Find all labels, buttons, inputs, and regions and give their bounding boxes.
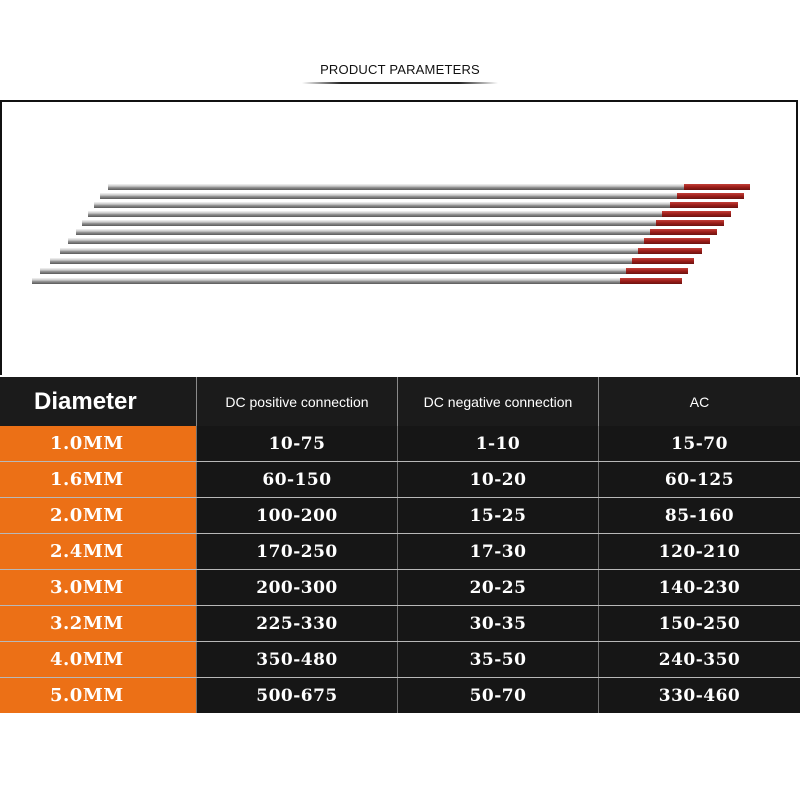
row-divider xyxy=(0,605,800,606)
ac-cell: 120-210 xyxy=(598,534,800,569)
diameter-cell: 1.6MM xyxy=(0,462,196,497)
diameter-cell: 3.2MM xyxy=(0,606,196,641)
header-dc-negative: DC negative connection xyxy=(397,377,598,426)
rod-red-tip xyxy=(638,248,702,254)
table-row xyxy=(0,534,800,569)
title-underline xyxy=(302,82,498,84)
diameter-cell: 3.0MM xyxy=(0,570,196,605)
page-title: PRODUCT PARAMETERS xyxy=(320,62,480,77)
dc-positive-cell: 100-200 xyxy=(196,498,397,533)
dc-positive-cell: 350-480 xyxy=(196,642,397,677)
ac-cell: 150-250 xyxy=(598,606,800,641)
rod-body xyxy=(82,220,656,226)
diameter-cell: 5.0MM xyxy=(0,678,196,713)
table-header-row xyxy=(0,377,800,426)
diameter-cell: 2.0MM xyxy=(0,498,196,533)
rod-body xyxy=(76,229,650,235)
table-row xyxy=(0,642,800,677)
header-ac: AC xyxy=(598,377,800,426)
table-row xyxy=(0,570,800,605)
table-row xyxy=(0,426,800,461)
ac-cell: 140-230 xyxy=(598,570,800,605)
rod-body xyxy=(40,268,626,274)
ac-cell: 15-70 xyxy=(598,426,800,461)
rod-red-tip xyxy=(670,202,738,208)
table-row xyxy=(0,462,800,497)
dc-negative-cell: 10-20 xyxy=(397,462,598,497)
rod-red-tip xyxy=(662,211,731,217)
dc-negative-cell: 17-30 xyxy=(397,534,598,569)
row-divider xyxy=(0,533,800,534)
row-divider xyxy=(0,461,800,462)
rod-body xyxy=(94,202,670,208)
dc-positive-cell: 225-330 xyxy=(196,606,397,641)
dc-negative-cell: 20-25 xyxy=(397,570,598,605)
tungsten-rods xyxy=(32,184,750,284)
dc-positive-cell: 500-675 xyxy=(196,678,397,713)
dc-negative-cell: 15-25 xyxy=(397,498,598,533)
dc-positive-cell: 170-250 xyxy=(196,534,397,569)
row-divider xyxy=(0,569,800,570)
rod-body xyxy=(88,211,662,217)
dc-positive-cell: 200-300 xyxy=(196,570,397,605)
ac-cell: 240-350 xyxy=(598,642,800,677)
rod-red-tip xyxy=(677,193,744,199)
rod-body xyxy=(108,184,684,190)
rod-body xyxy=(60,248,638,254)
dc-positive-cell: 10-75 xyxy=(196,426,397,461)
rod-red-tip xyxy=(656,220,724,226)
rod-body xyxy=(32,278,620,284)
rod-body xyxy=(100,193,677,199)
header-dc-positive: DC positive connection xyxy=(196,377,397,426)
tungsten-rods-image xyxy=(2,102,798,375)
row-divider xyxy=(0,641,800,642)
rod-body xyxy=(68,238,644,244)
rod-red-tip xyxy=(684,184,750,190)
rod-red-tip xyxy=(620,278,682,284)
diameter-cell: 2.4MM xyxy=(0,534,196,569)
dc-negative-cell: 1-10 xyxy=(397,426,598,461)
rod-red-tip xyxy=(626,268,688,274)
dc-negative-cell: 50-70 xyxy=(397,678,598,713)
rod-red-tip xyxy=(632,258,694,264)
row-divider xyxy=(0,677,800,678)
diameter-cell: 1.0MM xyxy=(0,426,196,461)
table-row xyxy=(0,498,800,533)
product-photo-frame xyxy=(0,100,798,375)
rod-red-tip xyxy=(644,238,710,244)
rod-body xyxy=(50,258,632,264)
diameter-cell: 4.0MM xyxy=(0,642,196,677)
dc-negative-cell: 35-50 xyxy=(397,642,598,677)
header-diameter: Diameter xyxy=(34,387,137,415)
dc-negative-cell: 30-35 xyxy=(397,606,598,641)
table-row xyxy=(0,606,800,641)
ac-cell: 330-460 xyxy=(598,678,800,713)
ac-cell: 85-160 xyxy=(598,498,800,533)
page-header xyxy=(0,54,800,88)
dc-positive-cell: 60-150 xyxy=(196,462,397,497)
table-row xyxy=(0,678,800,713)
ac-cell: 60-125 xyxy=(598,462,800,497)
row-divider xyxy=(0,497,800,498)
rod-red-tip xyxy=(650,229,717,235)
